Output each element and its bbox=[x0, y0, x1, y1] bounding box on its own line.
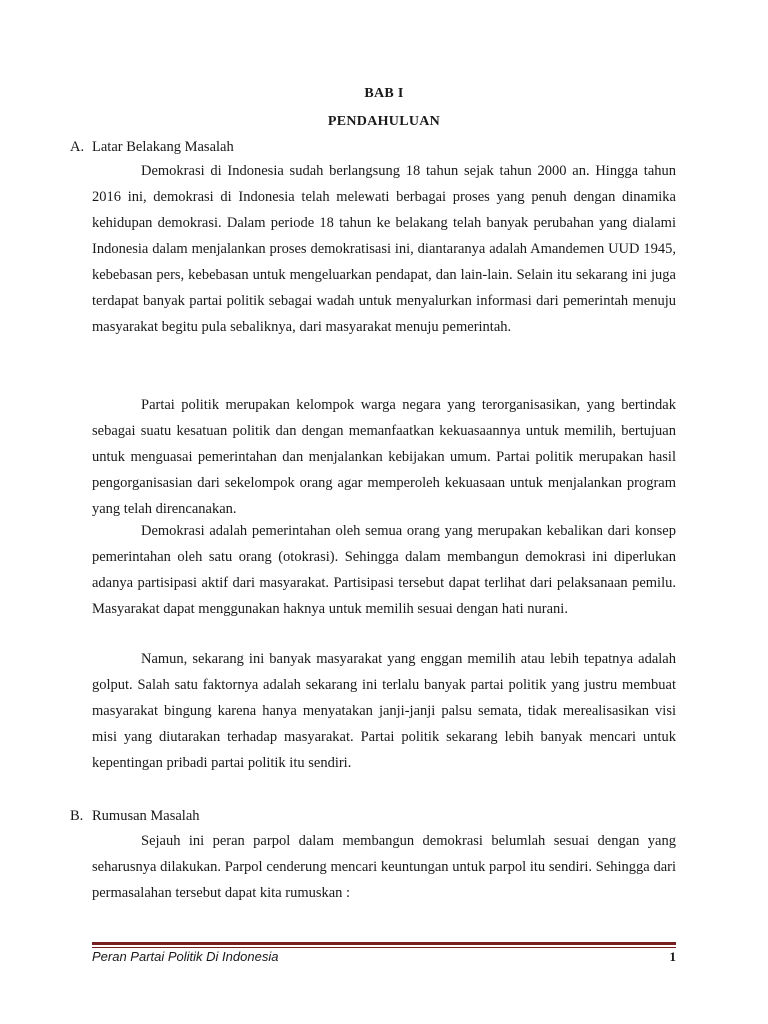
section-b-title: Rumusan Masalah bbox=[92, 808, 200, 824]
paragraph-a1: Demokrasi di Indonesia sudah berlangsung 18 tahun sejak tahun 2000 an. Hingga tahun 2016 ini, demokrasi di Indonesia telah melewati berbagai proses yang penuh dengan dinamika kehidupan demokrasi. Dalam periode 18 tahun ke belakang telah banyak perubahan yang dialami Indonesia dalam menjalankan proses demokratisasi ini, diantaranya adalah Amandemen UUD 1945, kebebasan pers, kebebasan untuk mengeluarkan pendapat, dan lain-lain. Selain itu sekarang ini juga terdapat banyak partai politik sebagai wadah untuk menyalurkan informasi dari pemerintah menuju masyarakat begitu pula sebaliknya, dari masyarakat menuju pemerintah. bbox=[92, 163, 676, 335]
section-a-heading bbox=[70, 137, 234, 157]
footer-rule bbox=[92, 942, 676, 945]
chapter-number: BAB I bbox=[364, 86, 404, 101]
section-b-letter: B. bbox=[70, 808, 84, 824]
paragraph-a4: Namun, sekarang ini banyak masyarakat yang enggan memilih atau lebih tepatnya adalah golput. Salah satu faktornya adalah sekarang ini terlalu banyak partai politik yang justru membuat masyarakat bingung karena hanya menyatakan janji-janji palsu semata, tidak merealisasikan visi misi yang diutarakan terhadap masyarakat. Partai politik sekarang lebih banyak mencari untuk kepentingan pribadi partai politik itu sendiri. bbox=[92, 651, 676, 771]
paragraph-b1: Sejauh ini peran parpol dalam membangun demokrasi belumlah sesuai dengan yang seharusnya dilakukan. Parpol cenderung mencari keuntungan untuk parpol itu sendiri. Sehingga dari permasalahan tersebut dapat kita rumuskan : bbox=[92, 833, 676, 901]
paragraph-a2: Partai politik merupakan kelompok warga negara yang terorganisasikan, yang bertindak sebagai suatu kesatuan politik dan dengan memanfaatkan kekuasaannya untuk memilih, bertujuan untuk menguasai pemerintahan dan menjalankan kebijakan umum. Partai politik merupakan hasil pengorganisasian dari sekelompok orang agar memperoleh kekuasaan untuk menjalankan program yang telah direncanakan. bbox=[92, 397, 676, 517]
footer-rule-thin bbox=[92, 947, 676, 948]
chapter-title: PENDAHULUAN bbox=[327, 114, 441, 129]
section-b-heading bbox=[70, 806, 200, 826]
section-a-title: Latar Belakang Masalah bbox=[92, 139, 234, 155]
footer-running-title: Peran Partai Politik Di Indonesia bbox=[92, 949, 279, 964]
page-number: 1 bbox=[669, 949, 676, 964]
section-a-letter: A. bbox=[70, 139, 85, 155]
paragraph-a3: Demokrasi adalah pemerintahan oleh semua orang yang merupakan kebalikan dari konsep pemerintahan oleh satu orang (otokrasi). Sehingga dalam membangun demokrasi ini diperlukan adanya partisipasi aktif dari masyarakat. Partisipasi tersebut dapat terlihat dari pelaksanaan pemilu. Masyarakat dapat menggunakan haknya untuk memilih sesuai dengan hati nurani. bbox=[92, 523, 676, 617]
